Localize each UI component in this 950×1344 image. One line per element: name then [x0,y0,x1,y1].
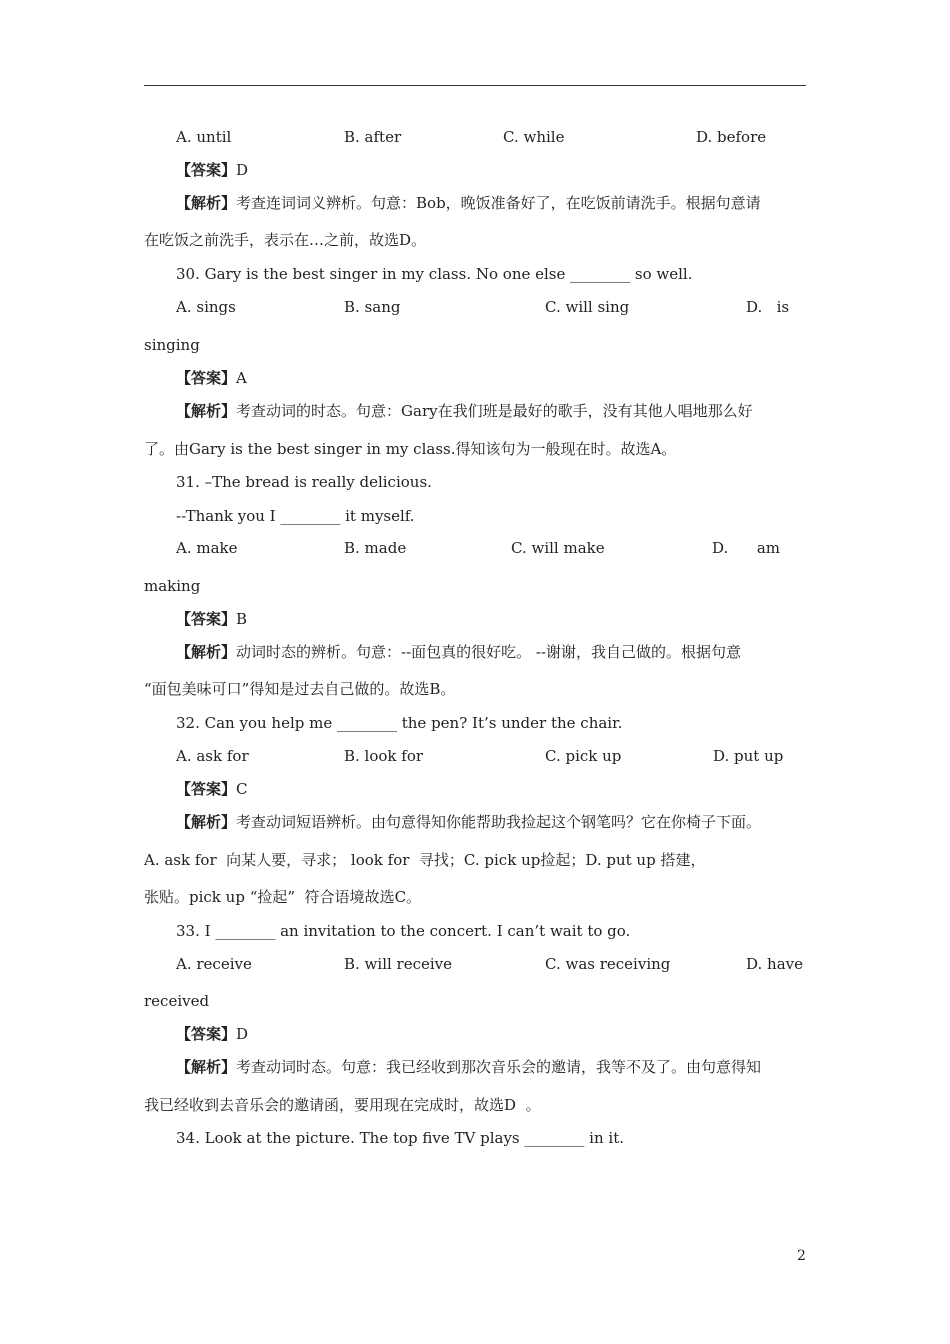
option-d: D. is [746,298,790,316]
answer-value: D [236,1025,249,1043]
option-d-wrap: making [144,577,201,595]
answer-value: D [236,161,249,179]
option-c: C. will sing [545,298,630,316]
question-text: 33. I ________ an invitation to the concert. I can’t wait to go. [176,922,631,940]
question-text: 32. Can you help me ________ the pen? It’s under the chair. [176,714,623,732]
question-text: 30. Gary is the best singer in my class. No one else ________ so well. [176,265,693,283]
answer-line [176,1024,248,1044]
option-b: B. will receive [344,955,453,973]
analysis-line [176,642,741,662]
answer-line [176,779,248,799]
option-a: A. ask for [176,747,249,765]
answer-tag: 【答案】 [176,161,237,179]
option-a: A. until [176,128,232,146]
analysis-text-continued: 了。由Gary is the best singer in my class.得知该句为一般现在时。故选A。 [144,440,677,458]
option-b: B. made [344,539,407,557]
option-a: A. make [176,539,238,557]
analysis-tag: 【解析】 [176,402,237,420]
option-b: B. after [344,128,402,146]
question-text: 34. Look at the picture. The top five TV plays ________ in it. [176,1129,624,1147]
option-c: C. while [503,128,565,146]
option-d: D. am [712,539,781,557]
analysis-text-continued: 在吃饭之前洗手，表示在…之前，故选D。 [144,231,427,249]
analysis-line [176,193,761,213]
option-d: D. put up [713,747,784,765]
option-d-wrap: received [144,992,210,1010]
answer-tag: 【答案】 [176,780,237,798]
answer-line [176,160,248,180]
answer-tag: 【答案】 [176,610,237,628]
question-text: 31. –The bread is really delicious. [176,473,432,491]
analysis-line [176,401,753,421]
analysis-text-continued: “面包美味可口”得知是过去自己做的。故选B。 [144,680,456,698]
option-b: B. look for [344,747,424,765]
page-number: 2 [797,1248,806,1264]
analysis-text: 考查连词词义辨析。句意：Bob，晚饭准备好了，在吃饭前请洗手。根据句意请 [236,194,761,212]
header-rule [144,85,806,86]
option-a: A. sings [176,298,236,316]
analysis-tag: 【解析】 [176,1058,237,1076]
analysis-tag: 【解析】 [176,643,237,661]
analysis-tag: 【解析】 [176,813,237,831]
answer-value: A [236,369,247,387]
analysis-text: 考查动词短语辨析。由句意得知你能帮助我捡起这个钢笔吗？它在你椅子下面。 [236,813,762,831]
option-c: C. will make [511,539,605,557]
option-c: C. pick up [545,747,622,765]
answer-tag: 【答案】 [176,1025,237,1043]
answer-tag: 【答案】 [176,369,237,387]
analysis-text-continued: 我已经收到去音乐会的邀请函，要用现在完成时，故选D 。 [144,1096,541,1114]
analysis-text: 动词时态的辨析。句意：--面包真的很好吃。 --谢谢，我自己做的。根据句意 [236,643,742,661]
analysis-text-continued-2: 张贴。pick up “捡起” 符合语境故选C。 [144,888,422,906]
analysis-tag: 【解析】 [176,194,237,212]
analysis-line [176,1057,761,1077]
option-d: D. before [696,128,767,146]
option-d: D. have [746,955,803,973]
analysis-line [176,812,761,832]
option-c: C. was receiving [545,955,671,973]
analysis-text: 考查动词的时态。句意：Gary在我们班是最好的歌手，没有其他人唱地那么好 [236,402,753,420]
analysis-text-continued: A. ask for 向某人要，寻求； look for 寻找；C. pick up捡起；D. put up 搭建， [144,851,706,869]
option-a: A. receive [176,955,252,973]
option-b: B. sang [344,298,401,316]
question-text-2: --Thank you I ________ it myself. [176,507,415,525]
analysis-text: 考查动词时态。句意：我已经收到那次音乐会的邀请，我等不及了。由句意得知 [236,1058,762,1076]
answer-value: C [236,780,248,798]
answer-line [176,368,247,388]
answer-line [176,609,247,629]
answer-value: B [236,610,248,628]
option-d-wrap: singing [144,336,200,354]
